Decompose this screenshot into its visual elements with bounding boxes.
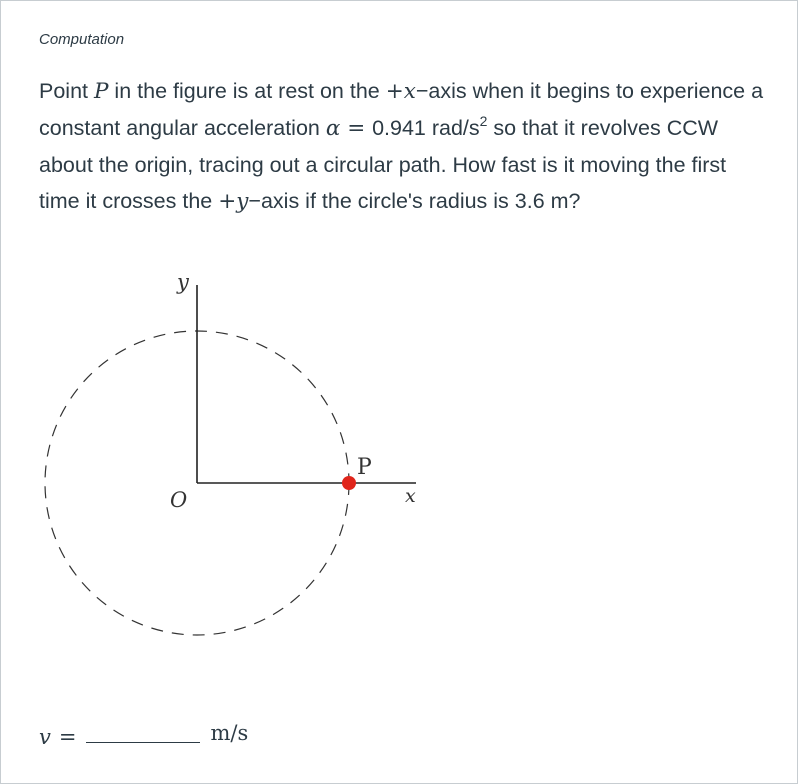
alpha-exponent: 2 (479, 113, 488, 129)
math-equals: = (340, 116, 373, 141)
question-text (39, 73, 769, 220)
answer-row (39, 709, 248, 749)
point-label: P (357, 455, 372, 480)
math-axis-y: +y (218, 189, 249, 214)
text-part: −axis when it begins to experience a constant angular acceleration (39, 79, 764, 140)
y-axis-label: y (177, 270, 189, 294)
math-axis-x: +x (385, 79, 416, 104)
answer-input[interactable] (86, 716, 200, 743)
answer-variable: v (39, 725, 51, 749)
text-part: in the figure is at rest on the (108, 79, 386, 103)
answer-equals: = (58, 725, 77, 749)
alpha-value: 0.941 rad/s (372, 116, 480, 140)
math-alpha: α (325, 116, 341, 141)
answer-unit: m/s (210, 721, 249, 745)
circle-figure (31, 263, 451, 653)
question-type-label: Computation (39, 31, 125, 48)
x-axis-label: x (405, 485, 416, 507)
text-part: so that it revolves CCW about the origin, tracing out a circular path. How fast is it moving the first time it crosses the (39, 116, 727, 213)
text-part: −axis if the circle's radius is 3.6 m? (248, 189, 581, 213)
text-part: Point (39, 79, 94, 103)
origin-label: O (170, 488, 188, 512)
point-p-marker (342, 476, 356, 490)
math-var-p: P (93, 79, 109, 104)
